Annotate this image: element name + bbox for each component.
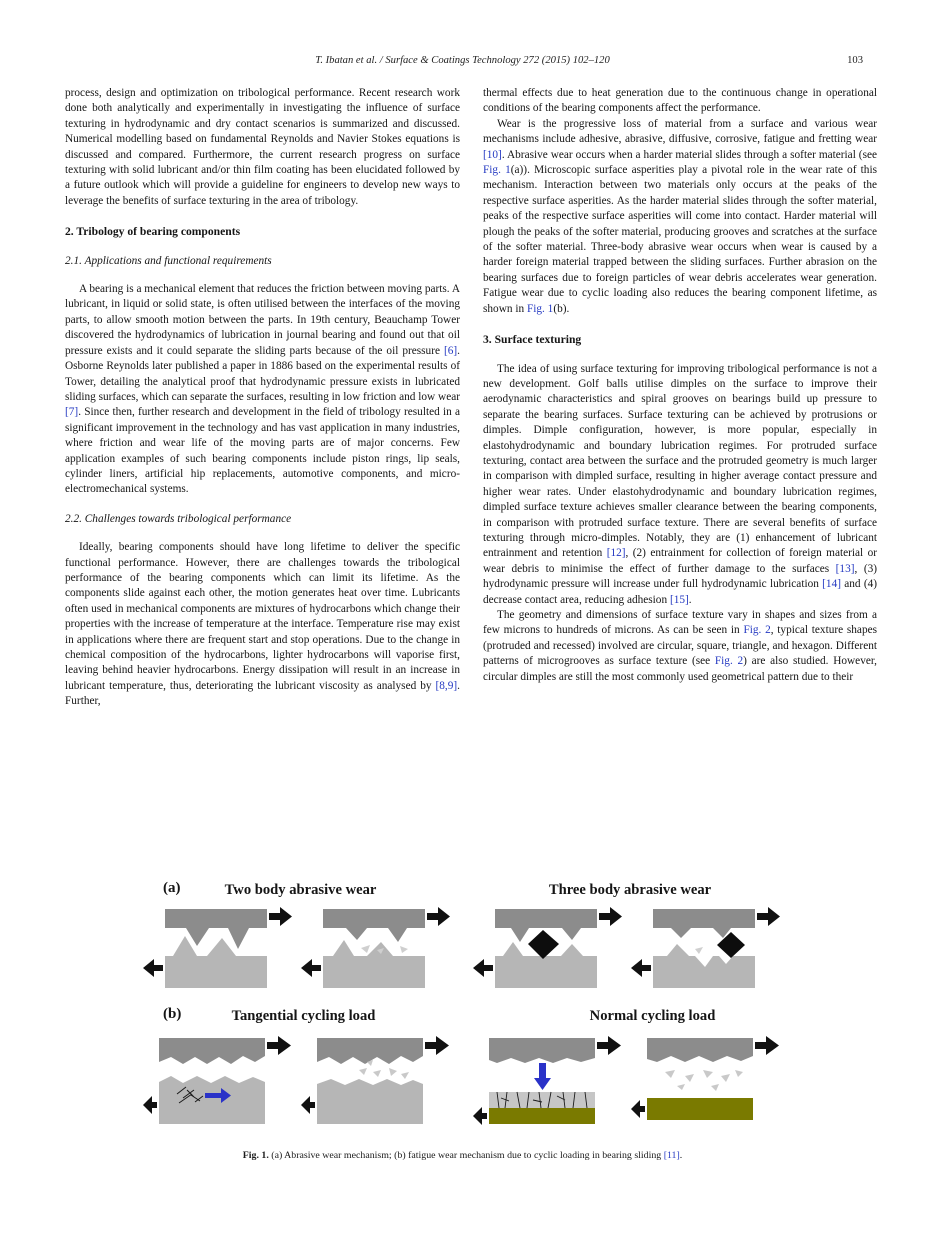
diagram-tangential-load-before bbox=[143, 1032, 293, 1137]
paragraph-applications: A bearing is a mechanical element that reduces the friction between moving parts. A lubricant, in liquid or solid state, is often utilised between the interfaces of the moving parts, to allow smooth motion between the parts. In 19th century, Beauchamp Tower discovered the hydrodynamics of lubrication in journal bearing and found out that oil pressure exists and it could separate the sliding parts because of the oil pressure [6]. Osborne Reynolds later published a paper in 1886 based on the experimental results of Tower, detailing the analytical proof that hydrodynamic pressure exists in lubricated sliding surfaces, which can separate the surfaces, resulting in low friction and low wear [7]. Since then, further research and development in the field of tribology resulted in a significant improvement in the technology and has vast application in many industries, where friction and wear life of the moving parts are of major concerns. Few application examples of such bearing components include piston rings, lip seals, cylinder liners, artificial hip replacements, automotive components, and micro-electromechanical systems. bbox=[65, 283, 460, 496]
citation-link[interactable]: [11] bbox=[663, 1150, 680, 1161]
citation-link[interactable]: [12] bbox=[606, 547, 626, 560]
running-head: T. Ibatan et al. / Surface & Coatings Technology 272 (2015) 102–120 bbox=[315, 55, 610, 66]
diagram-three-body-after bbox=[631, 904, 781, 1001]
section-heading-surface-texturing: 3. Surface texturing bbox=[483, 333, 582, 347]
paragraph-intro-continuation: process, design and optimization on tribological performance. Recent research work done both analytically and experimentally in investigating the influence of surface texturing in hydrodynamic and dry contact scenarios is summarized and discussed. Numerical modelling based on fundamental Reynolds and Navier Stokes equations is discussed and compared. Furthermore, the current research progress on surface texturing with solid lubricant and/or thin film coating has been elucidated followed by a future outlook which will provide a guideline for engineers to develop new ways to leverage the benefits of surface texturing in the area of tribology. bbox=[65, 87, 460, 207]
diagram-three-body-before bbox=[473, 904, 623, 1001]
figure-caption-label: Fig. 1. bbox=[242, 1150, 269, 1161]
figure-panel-b-label: (b) bbox=[163, 1006, 182, 1022]
citation-link[interactable]: Fig. 2 bbox=[743, 624, 771, 637]
figure-title-three-body: Three body abrasive wear bbox=[548, 882, 712, 898]
page-number: 103 bbox=[847, 55, 863, 66]
section-heading-tribology: 2. Tribology of bearing components bbox=[65, 225, 241, 239]
diagram-normal-load-after bbox=[631, 1032, 781, 1137]
subsection-heading-challenges: 2.2. Challenges towards tribological performance bbox=[65, 512, 292, 525]
paragraph-wear-mechanisms: Wear is the progressive loss of material from a surface and various wear mechanisms include adhesive, abrasive, diffusive, corrosive, fatigue and fretting wear [10]. Abrasive wear occurs when a harder material slides through a softer material (see Fig. 1(a)). Microscopic surface asperities play a pivotal role in the wear rate of this mechanism. Interaction between two materials only occurs at the peaks of the respective surface asperities. As the harder material slides through the softer material, peaks of the respective surface asperities will come into contact. Harder material will plough the peaks of the softer material, producing grooves and scratches at the surface of the softer material. Three-body abrasive wear occurs when wear is caused by a harder foreign material trapped between the sliding surfaces. Further abrasion on the bearing surfaces due to foreign particles of wear debris accelerates wear generation. Fatigue wear due to cyclic loading also reduces the bearing component lifetime, as shown in Fig. 1(b). bbox=[483, 117, 877, 315]
right-column bbox=[483, 86, 877, 685]
left-column bbox=[65, 86, 460, 710]
citation-link[interactable]: [6] bbox=[443, 344, 458, 357]
citation-link[interactable]: [14] bbox=[822, 578, 841, 591]
citation-link[interactable]: [8,9] bbox=[435, 679, 458, 692]
citation-link[interactable]: [10] bbox=[483, 148, 502, 161]
citation-link[interactable]: Fig. 1 bbox=[526, 302, 554, 315]
citation-link[interactable]: Fig. 1 bbox=[483, 164, 511, 177]
diagram-tangential-load-after bbox=[301, 1032, 451, 1137]
figure-caption bbox=[0, 1150, 925, 1161]
figure-1 bbox=[133, 878, 793, 1140]
diagram-two-body-after bbox=[301, 904, 451, 1001]
subsection-heading-applications: 2.1. Applications and functional requirements bbox=[65, 254, 272, 267]
figure-panel-a-label: (a) bbox=[163, 880, 181, 896]
citation-link[interactable]: [13] bbox=[835, 562, 855, 575]
paragraph-thermal-effects: thermal effects due to heat generation due to the continuous change in operational conditions of the bearing components affect the performance. bbox=[483, 87, 877, 115]
figure-title-two-body: Two body abrasive wear bbox=[224, 882, 377, 898]
figure-title-tangential: Tangential cycling load bbox=[231, 1008, 376, 1024]
figure-title-normal: Normal cycling load bbox=[589, 1008, 716, 1024]
diagram-two-body-before bbox=[143, 904, 293, 1001]
citation-link[interactable]: Fig. 2 bbox=[714, 655, 744, 668]
paragraph-surface-texturing: The idea of using surface texturing for improving tribological performance is not a new development. Golf balls utilise dimples on the surface to improve their aerodynamic characteristics and spiral grooves on bearings build up pressure to separate the bearing surfaces. Surface texturing can be achieved by protrusions or dimples. Dimple configuration, however, is more popular, especially in elastohydrodynamic and boundary lubrication regimes. For protruded surface texturing, contact area between the surface and the protruded geometry is much larger in comparison with dimpled surface, resulting in higher average contact pressure and higher wear rates. Under elastohydrodynamic and boundary lubrication regimes, dimpled surface texture achieves smaller clearance between the bearing components, in comparison with protruded surface texture. There are several benefits of surface texturing through micro-dimples. Notably, they are (1) enhancement of lubricant entrainment and retention [12], (2) entrainment for collection of foreign material or wear debris to minimise the effect of further damage to the surfaces [13], (3) hydrodynamic pressure will increase under full hydrodynamic lubrication [14] and (4) decrease contact area, reducing adhesion [15]. bbox=[483, 362, 878, 606]
diagram-normal-load-before bbox=[473, 1032, 623, 1137]
paragraph-texture-geometry: The geometry and dimensions of surface texture vary in shapes and sizes from a few microns to hundreds of microns. As can be seen in Fig. 2, typical texture shapes (protruded and recessed) involved are circular, square, triangle, and hexagon. Different patterns of microgrooves as surface texture (see Fig. 2) are also studied. However, circular dimples are still the most commonly used geometrical pattern due to their bbox=[483, 609, 878, 683]
citation-link[interactable]: [7] bbox=[65, 406, 79, 419]
paragraph-challenges: Ideally, bearing components should have long lifetime to deliver the specific functional performance. However, there are challenges towards the tribological performance of the bearing components which can limit its lifetime. As the components slide against each other, the motion generates heat over time. Lubricants often used in mechanical components are mixtures of hydrocarbons which change their properties with the increase of temperature at the interface. Temperature rise may exist in applications where there are frequent start and stop operations. Due to the change in chemical composition of the hydrocarbons, lighter hydrocarbons will vaporise first, leaving behind heavier hydrocarbons. Energy dissipation will result in an increase in lubricant temperature, thus, deteriorating the lubricant viscosity as analysed by [8,9]. Further, bbox=[65, 541, 460, 708]
citation-link[interactable]: [15] bbox=[669, 593, 689, 606]
figure-caption-text: (a) Abrasive wear mechanism; (b) fatigue wear mechanism due to cyclic loading in bearing sliding [11]. bbox=[268, 1150, 683, 1161]
